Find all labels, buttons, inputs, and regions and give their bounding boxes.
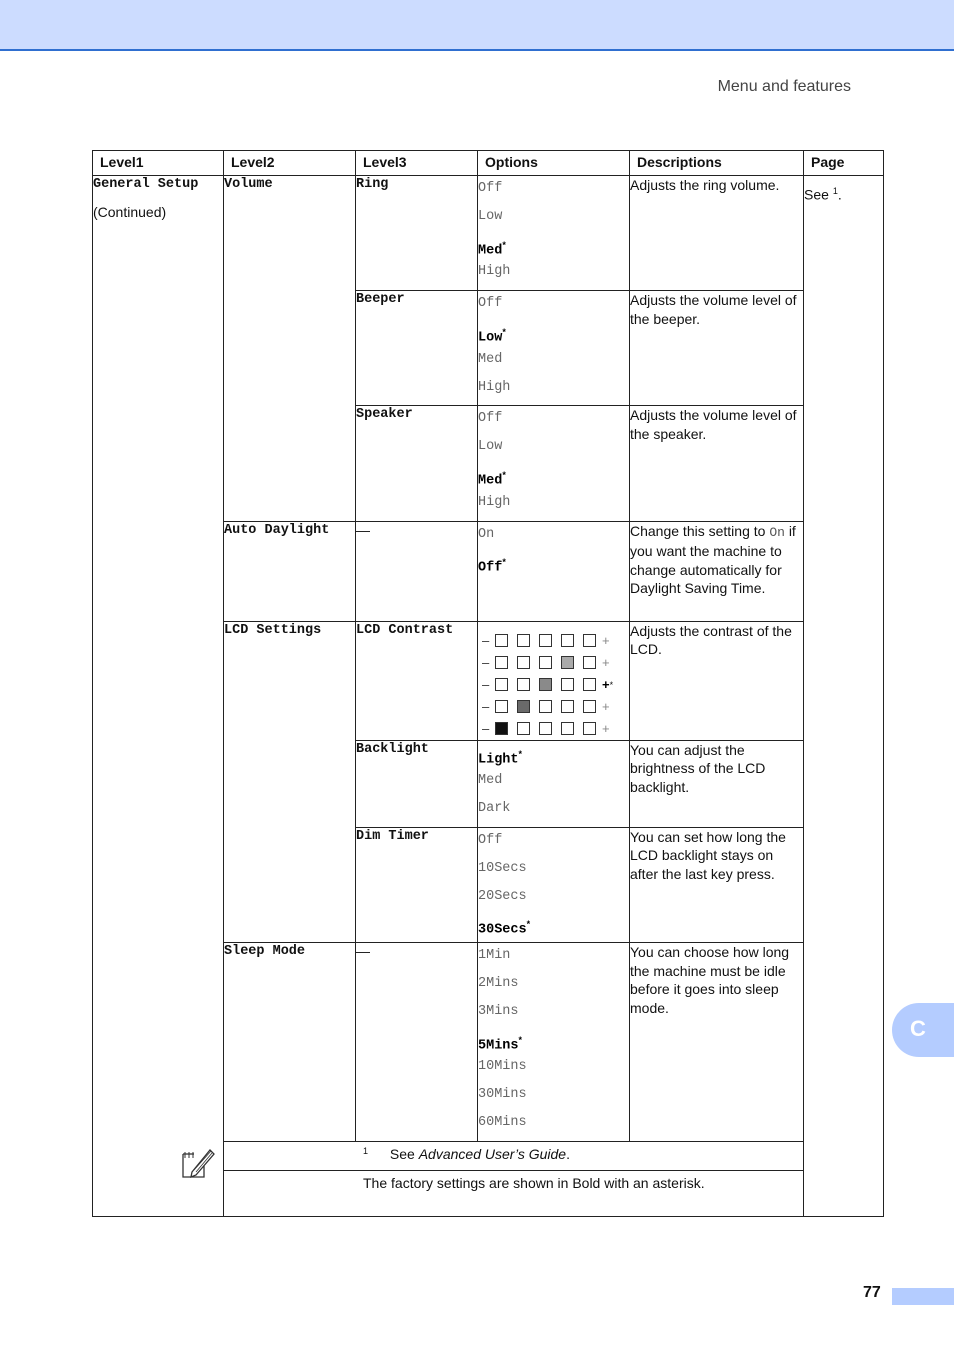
option-item: 20Secs: [478, 888, 527, 904]
contrast-box: [495, 634, 508, 647]
col-descriptions: Descriptions: [630, 151, 804, 176]
section-tab-c: C: [892, 1003, 954, 1057]
ring-description: Adjusts the ring volume.: [630, 176, 804, 291]
contrast-plus: +: [602, 655, 610, 671]
option-item: On: [478, 526, 495, 542]
note-cell: [224, 1170, 884, 1216]
contrast-box: [561, 678, 574, 691]
col-options: Options: [478, 151, 630, 176]
beeper-cell: [356, 291, 478, 406]
auto-daylight-level3: —: [356, 521, 478, 621]
sleep-mode-options: [478, 943, 630, 1142]
option-item: 2Mins: [478, 975, 519, 991]
backlight-cell: [356, 740, 478, 827]
dim-timer-options: [478, 827, 630, 942]
contrast-box: [495, 656, 508, 669]
backlight-description: You can adjust the brightness of the LCD backlight.: [630, 740, 804, 827]
sleep-mode-cell: [224, 943, 356, 1142]
note-text: The factory settings are shown in Bold with an asterisk.: [363, 1174, 705, 1191]
contrast-box: [539, 634, 552, 647]
option-item: 10Secs: [478, 860, 527, 876]
contrast-box: [539, 722, 552, 735]
beeper-options: [478, 291, 630, 406]
contrast-minus: –: [482, 633, 490, 649]
contrast-box: [495, 722, 508, 735]
contrast-level-row: [482, 630, 629, 652]
contrast-box: [495, 678, 508, 691]
contrast-plus: +: [602, 633, 610, 649]
backlight-options: [478, 740, 630, 827]
contrast-level-row: [482, 696, 629, 718]
contrast-minus: –: [482, 677, 490, 693]
auto-daylight-options: [478, 521, 630, 621]
sleep-mode-level3: —: [356, 943, 478, 1142]
option-item: Off: [478, 411, 503, 427]
contrast-box: [561, 722, 574, 735]
speaker-description: Adjusts the volume level of the speaker.: [630, 406, 804, 521]
option-item-default: Off*: [478, 557, 506, 576]
contrast-box: [517, 656, 530, 669]
contrast-minus: –: [482, 699, 490, 715]
page-ref-cell: [804, 176, 884, 1217]
option-item-default: Low*: [478, 326, 506, 346]
lcd-settings-label: LCD Settings: [224, 622, 322, 638]
top-band: [0, 0, 954, 51]
contrast-box: [561, 634, 574, 647]
header-row: [93, 151, 884, 176]
lcd-contrast-options: [478, 621, 630, 740]
table-row-ring: [93, 176, 884, 291]
footnote-number: 1: [363, 1145, 369, 1156]
option-item: Low: [478, 208, 503, 224]
contrast-box: [517, 722, 530, 735]
menu-table: [92, 150, 884, 1217]
option-item-default: Med*: [478, 239, 506, 259]
contrast-box: [517, 678, 530, 691]
auto-daylight-label: Auto Daylight: [224, 522, 330, 538]
auto-daylight-description: Change this setting to On if you want the machine to change automatically for Daylight Saving Time.: [630, 521, 804, 621]
lcd-contrast-description: Adjusts the contrast of the LCD.: [630, 621, 804, 740]
option-item: Med: [478, 351, 503, 367]
inline-code-on: On: [769, 524, 785, 540]
page-ref-end: .: [837, 186, 842, 203]
backlight-label: Backlight: [356, 741, 429, 757]
option-item-default: Med*: [478, 469, 506, 489]
speaker-options: [478, 406, 630, 521]
dim-timer-description: You can set how long the LCD backlight stays on after the last key press.: [630, 827, 804, 942]
auto-daylight-cell: [224, 521, 356, 621]
lcd-settings-cell: [224, 621, 356, 943]
contrast-box: [495, 700, 508, 713]
page-ref: See: [804, 186, 829, 203]
beeper-description: Adjusts the volume level of the beeper.: [630, 291, 804, 406]
contrast-box: [539, 700, 552, 713]
footnote-cell: [224, 1141, 884, 1170]
option-item-default: Light*: [478, 748, 523, 768]
page-header-title: Menu and features: [717, 78, 851, 95]
col-level1: Level1: [93, 151, 224, 176]
dim-timer-label: Dim Timer: [356, 828, 429, 844]
col-level2: Level2: [224, 151, 356, 176]
speaker-cell: [356, 406, 478, 521]
option-item: 1Min: [478, 948, 511, 964]
option-item: Off: [478, 296, 503, 312]
col-level3: Level3: [356, 151, 478, 176]
dim-timer-cell: [356, 827, 478, 942]
option-item: 30Mins: [478, 1087, 527, 1103]
page-ref-sup: 1: [832, 186, 838, 196]
sleep-mode-label: Sleep Mode: [224, 944, 306, 960]
option-item: High: [478, 264, 511, 280]
beeper-label: Beeper: [356, 292, 405, 308]
page-number: 77: [863, 1284, 881, 1301]
page-number-bar: [892, 1288, 954, 1305]
lcd-contrast-cell: [356, 621, 478, 740]
option-item: 10Mins: [478, 1059, 527, 1075]
col-page: Page: [804, 151, 884, 176]
option-item: 3Mins: [478, 1003, 519, 1019]
contrast-plus: +: [602, 721, 610, 737]
volume-cell: [224, 176, 356, 522]
contrast-level-row: [482, 718, 629, 740]
option-item: Off: [478, 181, 503, 196]
contrast-box: [517, 634, 530, 647]
contrast-plus: +: [602, 677, 610, 693]
contrast-box: [583, 722, 596, 735]
option-item: Dark: [478, 801, 511, 817]
speaker-label: Speaker: [356, 407, 413, 423]
option-item-default: 30Secs*: [478, 919, 531, 938]
contrast-box: [561, 656, 574, 669]
contrast-box: [583, 700, 596, 713]
contrast-box: [517, 700, 530, 713]
level1-continued: (Continued): [93, 204, 167, 220]
contrast-box: [561, 700, 574, 713]
option-item: High: [478, 494, 511, 510]
default-asterisk: *: [609, 679, 614, 690]
contrast-box: [539, 656, 552, 669]
option-item: 60Mins: [478, 1114, 527, 1130]
contrast-plus: +: [602, 699, 610, 715]
note-pencil-icon: [180, 1146, 216, 1180]
contrast-minus: –: [482, 655, 490, 671]
option-item: High: [478, 379, 511, 395]
level1-label: General Setup: [93, 177, 199, 192]
ring-options: [478, 176, 630, 291]
contrast-box: [583, 678, 596, 691]
ring-label: Ring: [356, 177, 389, 192]
contrast-box: [583, 656, 596, 669]
volume-label: Volume: [224, 177, 273, 192]
ring-cell: [356, 176, 478, 291]
lcd-contrast-label: LCD Contrast: [356, 622, 454, 638]
contrast-box: [583, 634, 596, 647]
sleep-mode-description: You can choose how long the machine must be idle before it goes into sleep mode.: [630, 943, 804, 1142]
contrast-minus: –: [482, 721, 490, 737]
option-item: Med: [478, 773, 503, 789]
contrast-level-row: [482, 652, 629, 674]
option-item-default: 5Mins*: [478, 1034, 523, 1054]
footnote-text: See Advanced User’s Guide.: [389, 1146, 570, 1163]
option-item: Low: [478, 439, 503, 455]
contrast-level-row: [482, 674, 629, 696]
level1-cell: [93, 176, 224, 1217]
contrast-scale: [482, 630, 629, 740]
contrast-box: [539, 678, 552, 691]
option-item: Off: [478, 832, 503, 848]
